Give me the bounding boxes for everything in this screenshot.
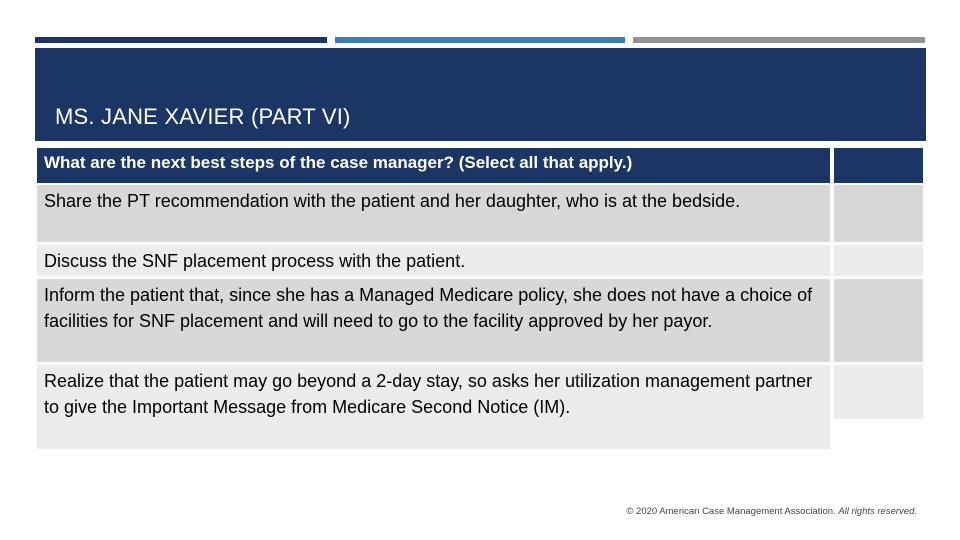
footer [626,506,917,517]
option-row-1: Share the PT recommendation with the patient and her daughter, who is at the bedside. [37,185,830,242]
footer-copyright: © 2020 American Case Management Association. [626,506,836,517]
question-answer-column [834,148,923,183]
accent-bar-blue [335,37,625,43]
title-band [35,48,926,141]
option-answer-cell-3 [834,279,923,362]
accent-bar-navy [35,37,327,43]
option-row-4: Realize that the patient may go beyond a 2-day stay, so asks her utilization management partner to give the Important Message from Medicare Second Notice (IM). [37,365,830,449]
option-row-3: Inform the patient that, since she has a Managed Medicare policy, she does not have a choice of facilities for SNF placement and will need to go to the facility approved by her payor. [37,279,830,362]
slide-title: MS. JANE XAVIER (PART VI) [55,104,351,129]
option-answer-cell-4 [834,365,923,419]
option-row-2: Discuss the SNF placement process with the patient. [37,245,830,276]
footer-rights: All rights reserved. [838,506,917,517]
option-answer-cell-2 [834,245,923,276]
accent-bar-gray [633,37,925,43]
option-answer-cell-1 [834,185,923,242]
question-header: What are the next best steps of the case manager? (Select all that apply.) [37,148,830,183]
